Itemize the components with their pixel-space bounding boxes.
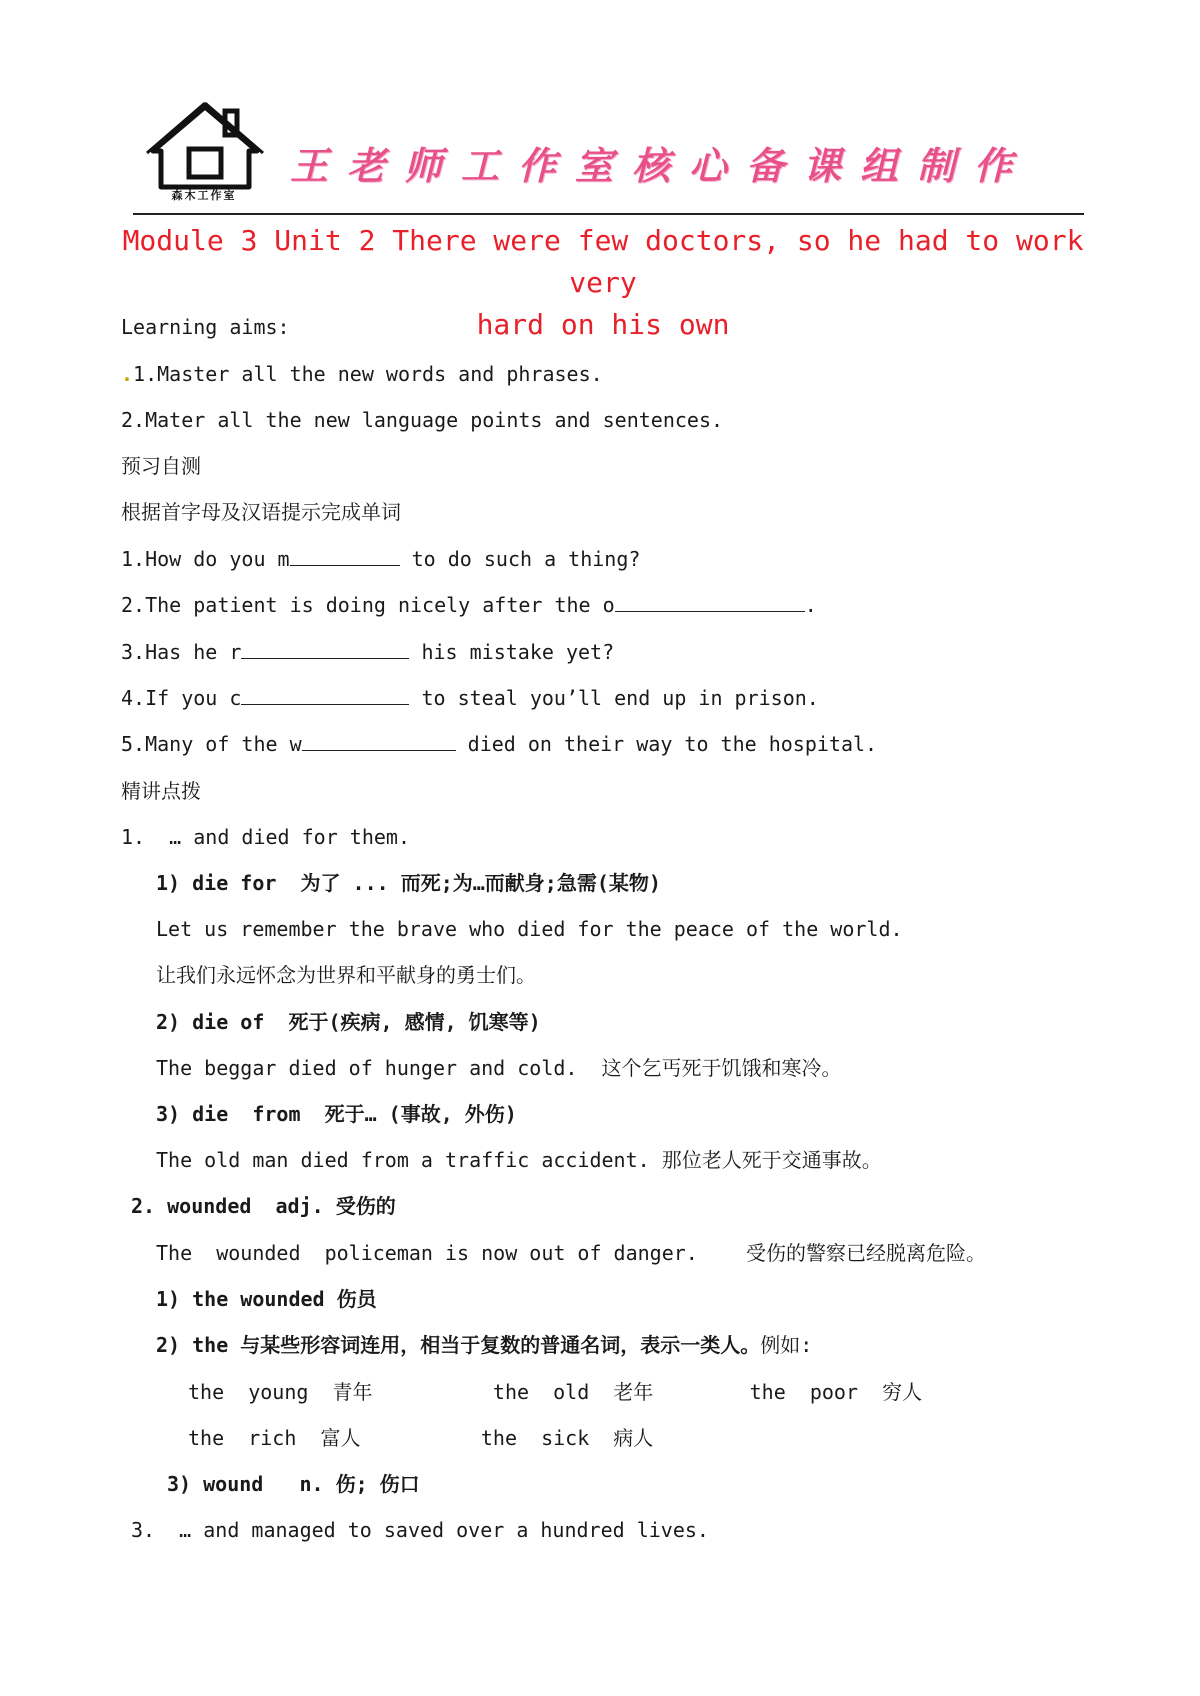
point-1-sub-2: 2) die of 死于(疾病, 感情, 饥寒等) xyxy=(156,1010,541,1034)
point-2-sub-2: 2) the 与某些形容词连用，相当于复数的普通名词，表示一类人。例如: xyxy=(156,1333,813,1357)
question-3: 3.Has he r his mistake yet? xyxy=(121,640,615,664)
point-2-sub-3: 3) wound n. 伤; 伤口 xyxy=(167,1472,420,1496)
point-1-sub-1: 1) die for 为了 ... 而死;为…而献身;急需(某物) xyxy=(156,871,661,895)
title-line-1: Module 3 Unit 2 There were few doctors, so he had to work very xyxy=(122,224,1084,299)
explain-heading: 精讲点拨 xyxy=(121,779,201,803)
header-banner xyxy=(133,95,1084,217)
point-1-sub-3-example: The old man died from a traffic accident. 那位老人死于交通事故。 xyxy=(156,1148,882,1172)
aim-item-1: .1.Master all the new words and phrases. xyxy=(121,362,603,386)
answer-blank xyxy=(241,640,409,659)
banner-text: 王老师工作室核心备课组制作 xyxy=(290,143,1032,188)
aim-item-2: 2.Mater all the new language points and sentences. xyxy=(121,408,724,432)
title-line-2: hard on his own xyxy=(476,308,730,341)
point-1-example-en: Let us remember the brave who died for the peace of the world. xyxy=(156,917,903,941)
answer-blank xyxy=(241,686,409,705)
point-2-example: The wounded policeman is now out of danger. 受伤的警察已经脱离危险。 xyxy=(156,1241,987,1265)
answer-blank xyxy=(615,593,805,612)
adjective-examples-row-1: the young 青年 the old 老年 the poor 穷人 xyxy=(188,1380,923,1404)
question-1: 1.How do you m to do such a thing? xyxy=(121,547,641,571)
marker-dot: . xyxy=(121,362,134,386)
point-1-sub-3: 3) die from 死于… (事故, 外伤) xyxy=(156,1102,517,1126)
preview-heading: 预习自测 xyxy=(121,454,201,478)
preview-instruction: 根据首字母及汉语提示完成单词 xyxy=(121,500,401,524)
point-1-example-cn: 让我们永远怀念为世界和平献身的勇士们。 xyxy=(156,963,536,987)
logo-caption: 森木工作室 xyxy=(171,189,237,202)
question-2: 2.The patient is doing nicely after the o . xyxy=(121,593,817,617)
adjective-examples-row-2: the rich 富人 the sick 病人 xyxy=(188,1426,654,1450)
point-3: 3. … and managed to saved over a hundred lives. xyxy=(131,1518,709,1542)
question-5: 5.Many of the w died on their way to the hospital. xyxy=(121,732,878,756)
point-1: 1. … and died for them. xyxy=(121,825,410,849)
question-4: 4.If you c to steal you’ll end up in prison. xyxy=(121,686,819,710)
aims-heading: Learning aims: xyxy=(121,315,290,339)
point-2-sub-1: 1) the wounded 伤员 xyxy=(156,1287,377,1311)
answer-blank xyxy=(302,732,456,751)
point-2: 2. wounded adj. 受伤的 xyxy=(131,1194,396,1218)
point-1-sub-2-example: The beggar died of hunger and cold. 这个乞丐死于饥饿和寒冷。 xyxy=(156,1056,842,1080)
answer-blank xyxy=(290,547,400,566)
header-divider xyxy=(133,213,1084,215)
